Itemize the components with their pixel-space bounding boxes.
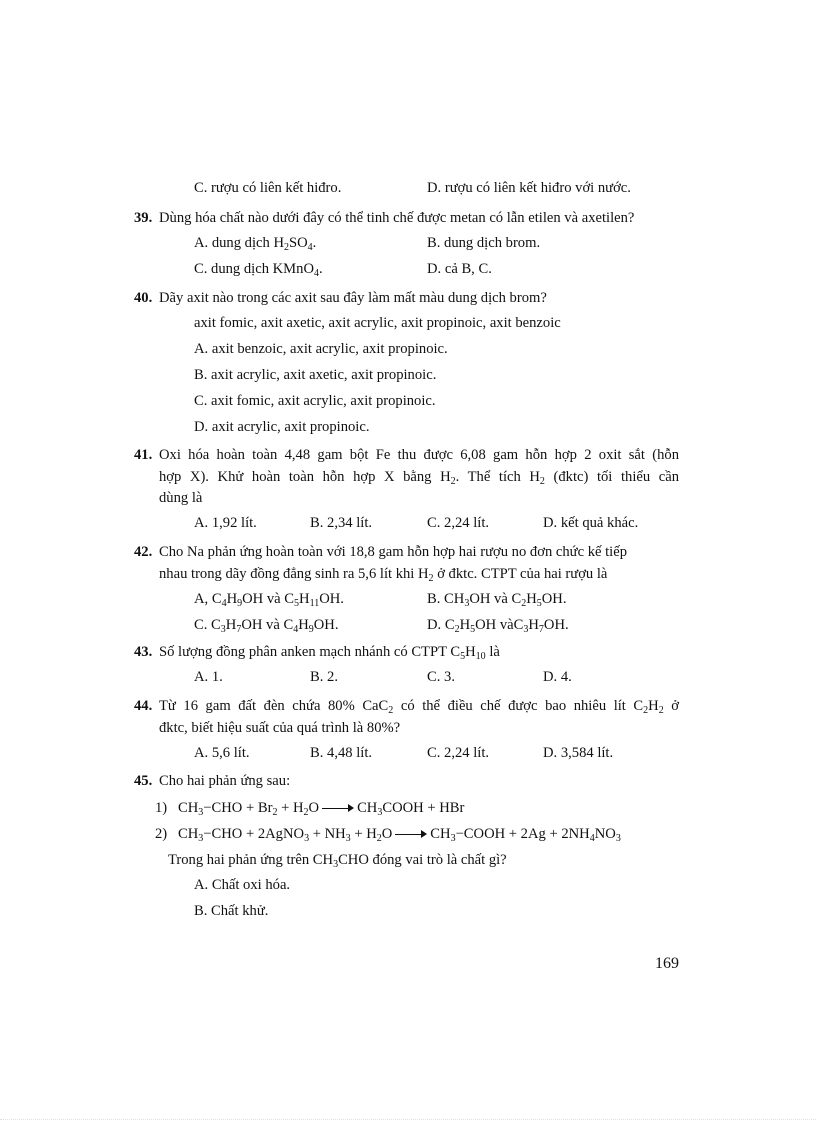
q44-option-d: D. 3,584 lít. — [543, 745, 614, 761]
q41-option-b: B. 2,34 lít. — [310, 515, 373, 531]
q39-text: Dùng hóa chất nào dưới đây có thể tinh chế được metan có lẫn etilen và axetilen? — [159, 210, 635, 226]
q42-option-a: A, $C_4H_9OH$ và $C_5H_{11}OH$. — [194, 591, 344, 609]
q40-option-a: A. axit benzoic, axit acrylic, axit propinoic. — [194, 341, 448, 357]
q39-option-b: B. dung dịch brom. — [427, 235, 541, 251]
q43-text: Số lượng đồng phân anken mạch nhánh có CTPT $C_5H_{10}$ là — [159, 644, 500, 662]
q44-option-c: C. 2,24 lít. — [427, 745, 490, 761]
q40-option-d: D. axit acrylic, axit propinoic. — [194, 419, 370, 435]
q45-option-b: B. Chất khử. — [194, 903, 269, 919]
q42-number: 42. — [134, 544, 153, 560]
q45-reaction-2: $CH_3-CHO$ + 2AgNO$_3$ + $NH_3 + H_2O$ $CH_3-COOH + 2Ag + 2NH_4NO_3$ — [178, 826, 621, 844]
q41-option-d: D. kết quả khác. — [543, 515, 639, 531]
q43-option-c: C. 3. — [427, 669, 455, 685]
q41-text-line2: hợp X). Khử hoàn toàn hỗn hợp X bằng $H_2$. Thể tích $H_2$ (đktc) tối thiểu cần — [159, 469, 679, 487]
page-number: 169 — [655, 955, 679, 972]
q39-option-d: D. cả B, C. — [427, 261, 492, 277]
q45-option-a: A. Chất oxi hóa. — [194, 877, 291, 893]
q39-number: 39. — [134, 210, 153, 226]
q44-text-line1: Từ 16 gam đất đèn chứa 80% CaC$_2$ có thể điều chế được bao nhiêu lít $C_2H_2$ ở — [159, 698, 680, 716]
q41-text-line1: Oxi hóa hoàn toàn 4,48 gam bột Fe thu được 6,08 gam hỗn hợp 2 oxit sắt (hỗn — [159, 447, 679, 463]
q40-option-c: C. axit fomic, axit acrylic, axit propinoic. — [194, 393, 436, 409]
q44-option-b: B. 4,48 lít. — [310, 745, 373, 761]
q43-option-d: D. 4. — [543, 669, 572, 685]
q43-option-b: B. 2. — [310, 669, 338, 685]
reaction-arrow-icon — [322, 804, 354, 814]
q42-option-b: B. $CH_3OH$ và $C_2H_5OH$. — [427, 591, 567, 609]
q43-number: 43. — [134, 644, 153, 660]
q39-option-a: A. dung dịch $H_2SO_4$. — [194, 235, 317, 253]
q45-question: Trong hai phản ứng trên $CH_3CHO$ đóng vai trò là chất gì? — [168, 852, 507, 870]
q45-text: Cho hai phản ứng sau: — [159, 773, 291, 789]
q40-acid-list: axit fomic, axit axetic, axit acrylic, axit propinoic, axit benzoic — [194, 315, 561, 331]
q41-text-line3: dùng là — [159, 490, 203, 506]
q42-text-line1: Cho Na phản ứng hoàn toàn với 18,8 gam hỗn hợp hai rượu no đơn chức kế tiếp — [159, 544, 628, 560]
q45-reaction-1: $CH_3-CHO + Br_2 + H_2O$ $CH_3COOH$ + HBr — [178, 800, 465, 818]
q42-option-c: C. $C_3H_7OH$ và $C_4H_9OH$. — [194, 617, 339, 635]
q45-reaction-2-number: 2) — [155, 826, 168, 842]
q44-text-line2: đktc, biết hiệu suất của quá trình là 80%? — [159, 720, 401, 736]
q41-option-a: A. 1,92 lít. — [194, 515, 257, 531]
q40-text: Dãy axit nào trong các axit sau đây làm mất màu dung dịch brom? — [159, 290, 547, 306]
q41-option-c: C. 2,24 lít. — [427, 515, 490, 531]
q45-reaction-1-number: 1) — [155, 800, 168, 816]
q39-option-c: C. dung dịch KMnO$_4$. — [194, 261, 323, 279]
q41-number: 41. — [134, 447, 153, 463]
page-bottom-divider — [0, 1119, 816, 1120]
q38-option-c: C. rượu có liên kết hiđro. — [194, 180, 342, 196]
q45-number: 45. — [134, 773, 153, 789]
q42-option-d: D. $C_2H_5OH$ $vàC_3H_7OH$. — [427, 617, 569, 635]
q38-option-d: D. rượu có liên kết hiđro với nước. — [427, 180, 631, 196]
q40-number: 40. — [134, 290, 153, 306]
q44-option-a: A. 5,6 lít. — [194, 745, 250, 761]
reaction-arrow-icon — [395, 830, 427, 840]
q40-option-b: B. axit acrylic, axit axetic, axit propinoic. — [194, 367, 437, 383]
q42-text-line2: nhau trong dãy đồng đẳng sinh ra 5,6 lít khi $H_2$ ở đktc. CTPT của hai rượu là — [159, 566, 608, 584]
q44-number: 44. — [134, 698, 153, 714]
q43-option-a: A. 1. — [194, 669, 223, 685]
